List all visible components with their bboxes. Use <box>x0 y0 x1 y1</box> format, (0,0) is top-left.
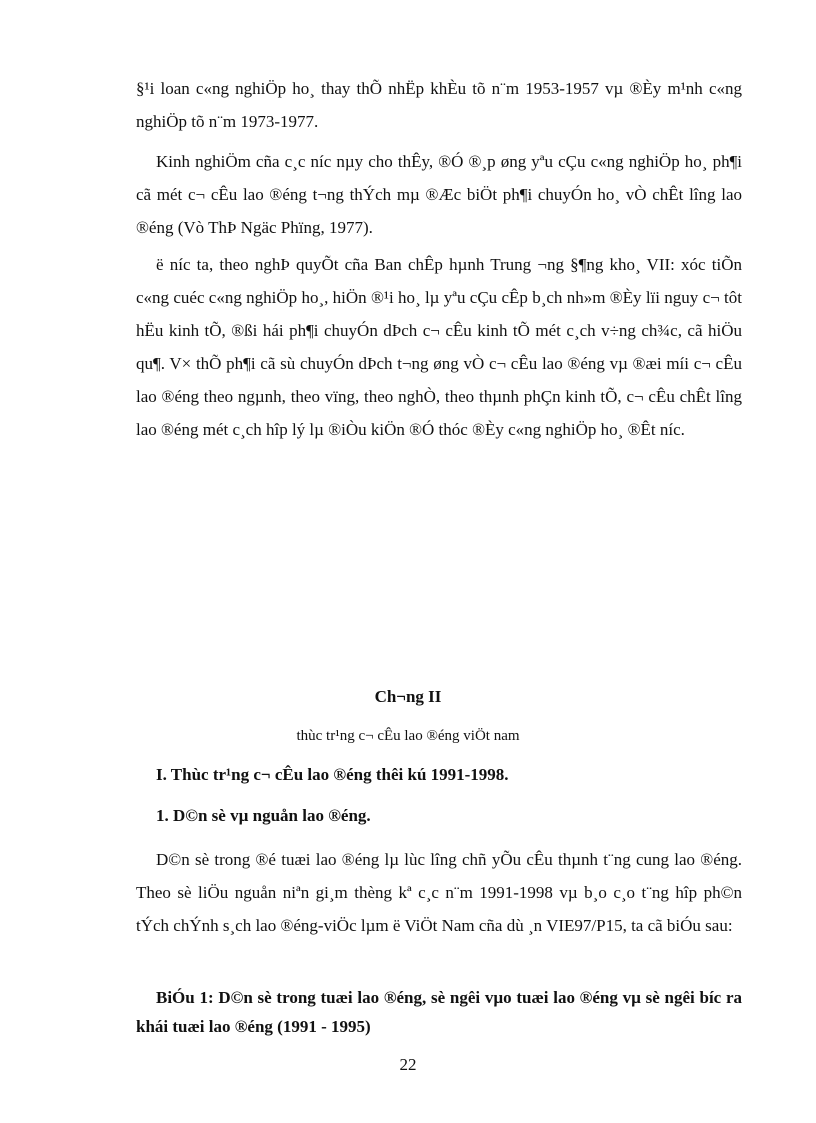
subsection-heading: 1. D©n sè vµ nguån lao ®éng. <box>156 806 371 825</box>
paragraph-population-labor: D©n sè trong ®é tuæi lao ®éng lµ lùc lîng chñ yÕu cÊu thµnh t¨ng cung lao ®éng. Theo sè liÖu nguån niªn gi¸m thèng kª c¸c n¨m 1991-1998 vµ b¸o c¸o t¨ng hîp ph©n tÝch chÝnh s¸ch lao ®éng-viÖc lµm ë ViÖt Nam cña dù ¸n VIE97/P15, ta cã biÓu sau: <box>136 850 742 935</box>
chapter-subtitle: thùc tr¹ng c¬ cÊu lao ®éng viÖt nam <box>296 728 520 744</box>
paragraph-experience-lessons: Kinh nghiÖm cña c¸c níc nµy cho thÊy, ®Ó ®¸p øng yªu cÇu c«ng nghiÖp ho¸ ph¶i cã mét c¬ cÊu lao ®éng t¬ng thÝch mµ ®Æc biÖt ph¶i chuyÓn ho¸ vÒ chÊt lîng lao ®éng (Vò ThÞ Ngäc Phïng, 1977). <box>136 152 742 237</box>
section-heading: I. Thùc tr¹ng c¬ cÊu lao ®éng thêi kú 1991-1998. <box>156 765 509 784</box>
table-caption: BiÓu 1: D©n sè trong tuæi lao ®éng, sè ngêi vµo tuæi lao ®éng vµ sè ngêi bíc ra khái tuæi lao ®éng (1991 - 1995) <box>136 988 742 1036</box>
paragraph-taiwan-industrialization: §¹i loan c«ng nghiÖp ho¸ thay thÕ nhËp khÈu tõ n¨m 1953-1957 vµ ®Èy m¹nh c«ng nghiÖp tõ n¨m 1973-1977. <box>136 79 742 131</box>
paragraph-vietnam-resolution: ë níc ta, theo nghÞ quyÕt cña Ban chÊp hµnh Trung ¬ng §¶ng kho¸ VII: xóc tiÕn c«ng cuéc c«ng nghiÖp ho¸, hiÖn ®¹i ho¸ lµ yªu cÇu cÊp b¸ch nh»m ®Èy lïi nguy c¬ tôt hËu kinh tÕ, ®ßi hái ph¶i chuyÓn dÞch c¬ cÊu kinh tÕ mét c¸ch v÷ng ch¾c, cã hiÖu qu¶. V× thÕ ph¶i cã sù chuyÓn dÞch t¬ng øng vÒ c¬ cÊu lao ®éng vµ ®æi míi c¬ cÊu lao ®éng theo ngµnh, theo vïng, theo nghÒ, theo thµnh phÇn kinh tÕ, c¬ cÊu chÊt lîng lao ®éng mét c¸ch hîp lý lµ ®iÒu kiÖn ®Ó thóc ®Èy c«ng nghiÖp ho¸ ®Êt níc. <box>136 255 742 439</box>
page-number: 22 <box>399 1055 417 1074</box>
chapter-title: Ch¬ng II <box>374 687 442 706</box>
